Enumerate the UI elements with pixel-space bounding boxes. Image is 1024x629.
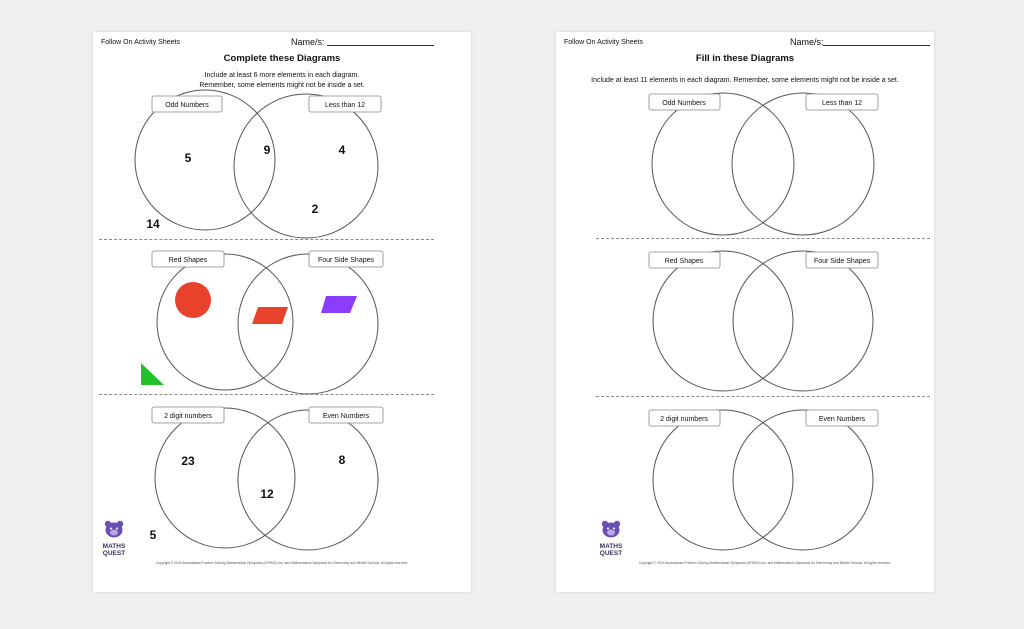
venn-diagram-3 [150,407,383,550]
set-a-label: 2 digit numbers [660,416,708,423]
right-diagrams [556,32,934,592]
sheet-header-label: Follow On Activity Sheets [101,39,180,46]
venn-diagram-2 [141,251,383,394]
sheet-title: Complete these Diagrams [223,53,341,64]
left-diagrams [93,32,471,592]
section-divider [99,239,434,240]
set-a-label: Odd Numbers [165,102,209,109]
sheet-title: Fill in these Diagrams [695,53,795,64]
venn-circle-a [653,251,793,391]
logo-text-quest: QUEST [599,550,623,557]
set-b-label: Less than 12 [821,100,863,107]
maths-quest-logo [99,520,129,557]
sheet-header-label: Follow On Activity Sheets [564,39,643,46]
bear-icon [600,520,622,538]
section-divider [596,396,930,397]
venn-circle-a [652,93,794,235]
maths-quest-logo [596,520,626,557]
set-b-label: Less than 12 [324,102,366,109]
venn-circle-a [653,410,793,550]
worksheet-fill-diagrams [556,32,934,592]
venn-circle-b [733,251,873,391]
set-b-label: Four Side Shapes [813,258,871,265]
element-only-b: 8 [338,453,346,467]
venn-diagram-3 [649,410,878,550]
red-circle-shape [175,282,211,318]
copyright-notice: Copyright © 2024 Australasian Problem Solving Mathematical Olympiads (APSMO) Inc. and Mathematical Olympiads for Elementary and Middle Schools. All rights reserved. [638,561,892,565]
set-b-label: Four Side Shapes [317,257,375,264]
element-only-a: 23 [181,454,195,468]
set-b-label: Even Numbers [818,416,866,423]
section-divider [596,238,930,239]
venn-circle-b [238,410,378,550]
element-both: 9 [263,143,271,157]
logo-text-maths: MATHS [102,543,126,550]
venn-circle-b [733,410,873,550]
copyright-notice: Copyright © 2024 Australasian Problem Solving Mathematical Olympiads (APSMO) Inc. and Mathematical Olympiads for Elementary and Middle Schools. All rights reserved. [155,561,409,565]
logo-text-quest: QUEST [102,550,126,557]
venn-diagram-2 [649,251,878,391]
venn-diagram-1 [135,90,381,238]
name-label: Name/s: [790,37,824,47]
element-outside: 14 [146,217,160,231]
venn-diagram-1 [649,93,878,235]
instructions-line1: Include at least 6 more elements in each diagram. [204,72,360,79]
venn-circle-b [732,93,874,235]
element-only-b-lower: 2 [311,202,319,216]
logo-text-maths: MATHS [599,543,623,550]
bear-icon [103,520,125,538]
section-divider [99,394,434,395]
green-triangle-shape [141,363,164,385]
purple-parallelogram-shape [321,296,357,313]
set-a-label: Red Shapes [664,258,704,265]
element-outside: 5 [149,528,157,542]
instructions-line2: Remember, some elements might not be inside a set. [199,81,365,89]
venn-circle-b [234,94,378,238]
set-a-label: 2 digit numbers [164,413,212,420]
element-only-b: 4 [338,143,346,157]
worksheet-complete-diagrams [93,32,471,592]
element-both: 12 [260,487,274,501]
name-label: Name/s: [291,37,325,47]
red-parallelogram-shape [252,307,288,324]
set-a-label: Red Shapes [168,257,208,264]
venn-circle-a [155,408,295,548]
set-a-label: Odd Numbers [662,100,706,107]
set-b-label: Even Numbers [322,413,370,420]
element-only-a: 5 [184,151,192,165]
instructions: Include at least 11 elements in each diagram. Remember, some elements might not be inside a set. [591,77,899,84]
